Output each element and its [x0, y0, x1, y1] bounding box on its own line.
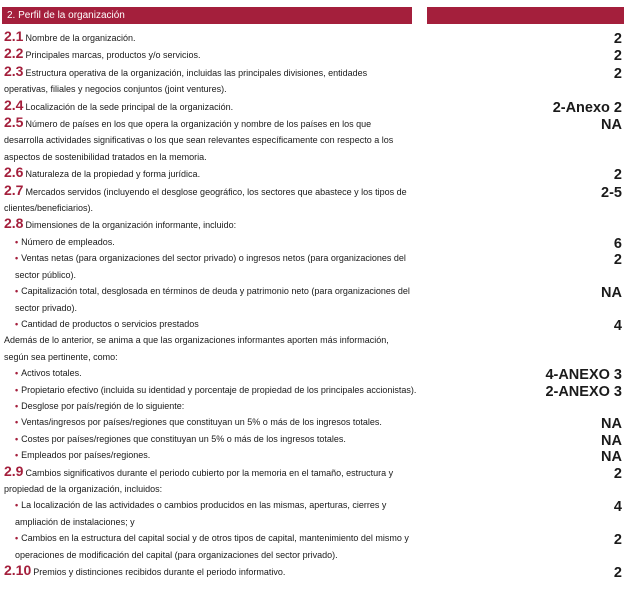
indicator-text: Nombre de la organización.	[25, 33, 136, 43]
page-reference: NA	[601, 416, 622, 433]
indicator-description	[4, 234, 423, 250]
indicator-description	[4, 563, 412, 580]
indicator-row	[4, 115, 624, 165]
page-reference: 4	[613, 317, 622, 334]
indicator-row	[4, 234, 624, 250]
indicator-row	[4, 316, 624, 332]
indicator-text: Cambios significativos durante el periodo cubierto por la memoria en el tamaño, estructura y propiedad de la organización, incluidos:	[4, 467, 394, 494]
indicator-text: Costes por países/regiones que constituyan un 5% o más de los ingresos totales.	[21, 433, 346, 444]
bullet-icon: •	[15, 236, 19, 247]
page-reference: 2	[613, 31, 622, 47]
indicator-row	[4, 447, 624, 466]
indicator-row	[4, 382, 624, 398]
page-reference: NA	[601, 117, 622, 134]
indicator-row	[4, 183, 624, 217]
indicator-description	[4, 98, 412, 115]
section-header	[2, 7, 412, 24]
indicator-description	[4, 316, 423, 332]
indicator-number: 2.1	[4, 28, 24, 44]
indicator-row	[4, 29, 624, 46]
indicator-row	[4, 165, 624, 182]
indicator-text: Número de empleados.	[21, 236, 115, 247]
page-reference: 2	[613, 565, 622, 581]
indicator-number: 2.2	[4, 45, 24, 62]
indicator-text: Ventas/ingresos por países/regiones que constituyan un 5% o más de los ingresos totales.	[21, 417, 382, 428]
indicator-description	[4, 365, 423, 381]
bullet-icon: •	[15, 450, 19, 461]
indicator-number: 2.4	[4, 96, 24, 113]
indicator-text: Dimensiones de la organización informante, incluido:	[25, 220, 237, 231]
indicator-description	[4, 464, 412, 498]
indicator-list	[4, 29, 624, 580]
bullet-icon: •	[15, 286, 19, 297]
bullet-icon: •	[15, 384, 19, 395]
indicator-description	[4, 46, 412, 63]
indicator-row	[4, 365, 624, 384]
indicator-description	[4, 115, 412, 165]
indicator-row	[4, 530, 624, 563]
indicator-text: Naturaleza de la propiedad y forma jurídica.	[25, 169, 201, 180]
page-reference: 2-ANEXO 3	[545, 383, 622, 400]
indicator-text: Capitalización total, desglosada en términos de deuda y patrimonio neto (para organizaciones del sector privado).	[15, 286, 410, 313]
section-header-value-column	[427, 7, 624, 24]
page-reference: 2-5	[601, 184, 622, 201]
indicator-description	[4, 283, 423, 316]
indicator-row	[4, 332, 624, 365]
indicator-row	[4, 398, 624, 414]
indicator-text: Número de países en los que opera la organización y nombre de los países en los que desarrolla actividades significativas o los que sean relevantes específicamente con respecto a los aspectos de sostenibilidad tratados en la memoria.	[4, 119, 394, 162]
indicator-text: Activos totales.	[21, 368, 82, 379]
indicator-description	[4, 431, 423, 447]
page-reference: 4	[613, 499, 622, 516]
indicator-text: Premios y distinciones recibidos durante el periodo informativo.	[33, 567, 286, 577]
bullet-icon: •	[15, 433, 19, 444]
indicator-row	[4, 283, 624, 316]
indicator-description	[4, 447, 423, 463]
indicator-description	[4, 183, 412, 217]
indicator-description	[4, 414, 423, 430]
indicator-text: La localización de las actividades o cambios producidos en las mismas, aperturas, cierres y ampliación de instalaciones; y	[15, 500, 387, 527]
page-reference: 2	[613, 167, 622, 184]
indicator-text: Desglose por país/región de lo siguiente:	[21, 400, 185, 411]
indicator-text: Principales marcas, productos y/o servicios.	[25, 50, 201, 61]
page-reference: NA	[601, 449, 622, 466]
indicator-text: Localización de la sede principal de la organización.	[25, 101, 234, 112]
indicator-number: 2.7	[4, 181, 24, 198]
bullet-icon: •	[15, 368, 19, 379]
indicator-description	[4, 29, 412, 46]
indicator-row	[4, 98, 624, 115]
bullet-icon: •	[15, 318, 19, 329]
bullet-icon: •	[15, 533, 19, 544]
indicator-description	[4, 250, 423, 283]
indicator-row	[4, 431, 624, 447]
indicator-row	[4, 216, 624, 233]
indicator-row	[4, 46, 624, 63]
indicator-description	[4, 165, 412, 182]
indicator-number: 2.3	[4, 62, 24, 79]
indicator-text: Además de lo anterior, se anima a que las organizaciones informantes aporten más información, según sea pertinente, como:	[4, 335, 389, 362]
page-reference: 2	[613, 252, 622, 269]
indicator-text: Mercados servidos (incluyendo el desglose geográfico, los sectores que abastece y los tipos de clientes/beneficiarios).	[4, 186, 407, 214]
indicator-text: Estructura operativa de la organización, incluidas las principales divisiones, entidades operativas, filiales y negocios conjuntos (joint ventures).	[4, 67, 368, 95]
indicator-description	[4, 398, 423, 414]
indicator-number: 2.8	[4, 215, 24, 232]
bullet-icon: •	[15, 500, 19, 511]
indicator-row	[4, 64, 624, 98]
page-reference: 2	[613, 48, 622, 65]
page-reference: 2	[613, 65, 622, 82]
page-reference: 2	[613, 532, 622, 549]
page-reference: 6	[613, 235, 622, 252]
indicator-row	[4, 250, 624, 283]
indicator-number: 2.5	[4, 114, 24, 131]
page-reference: NA	[601, 432, 622, 449]
indicator-text: Empleados por países/regiones.	[21, 450, 151, 461]
page-reference: 2	[613, 465, 622, 482]
indicator-row	[4, 464, 624, 498]
indicator-row	[4, 563, 624, 580]
indicator-number: 2.9	[4, 462, 24, 479]
indicator-row	[4, 414, 624, 433]
indicator-description	[4, 382, 423, 398]
page-reference: 4-ANEXO 3	[545, 367, 622, 384]
indicator-number: 2.6	[4, 164, 24, 181]
indicator-description	[4, 216, 412, 233]
indicator-text: Cambios en la estructura del capital social y de otros tipos de capital, mantenimiento del mismo y operaciones de modificación del capital (para organizaciones del sector privado).	[15, 533, 409, 560]
indicator-description	[4, 64, 412, 98]
indicator-row	[4, 497, 624, 530]
bullet-icon: •	[15, 417, 19, 428]
indicator-description	[4, 497, 423, 530]
indicator-text: Ventas netas (para organizaciones del sector privado) o ingresos netos (para organizaciones del sector público).	[15, 253, 406, 280]
indicator-description	[4, 530, 423, 563]
indicator-number: 2.10	[4, 562, 32, 578]
page-reference: NA	[601, 285, 622, 302]
indicator-text: Cantidad de productos o servicios prestados	[21, 318, 199, 329]
section-title: 2. Perfil de la organización	[7, 10, 125, 21]
indicator-text: Propietario efectivo (incluida su identidad y porcentaje de propiedad de los principales accionistas).	[21, 384, 417, 395]
bullet-icon: •	[15, 253, 19, 264]
indicator-description	[4, 332, 412, 365]
bullet-icon: •	[15, 400, 19, 411]
page-reference: 2-Anexo 2	[552, 99, 622, 116]
